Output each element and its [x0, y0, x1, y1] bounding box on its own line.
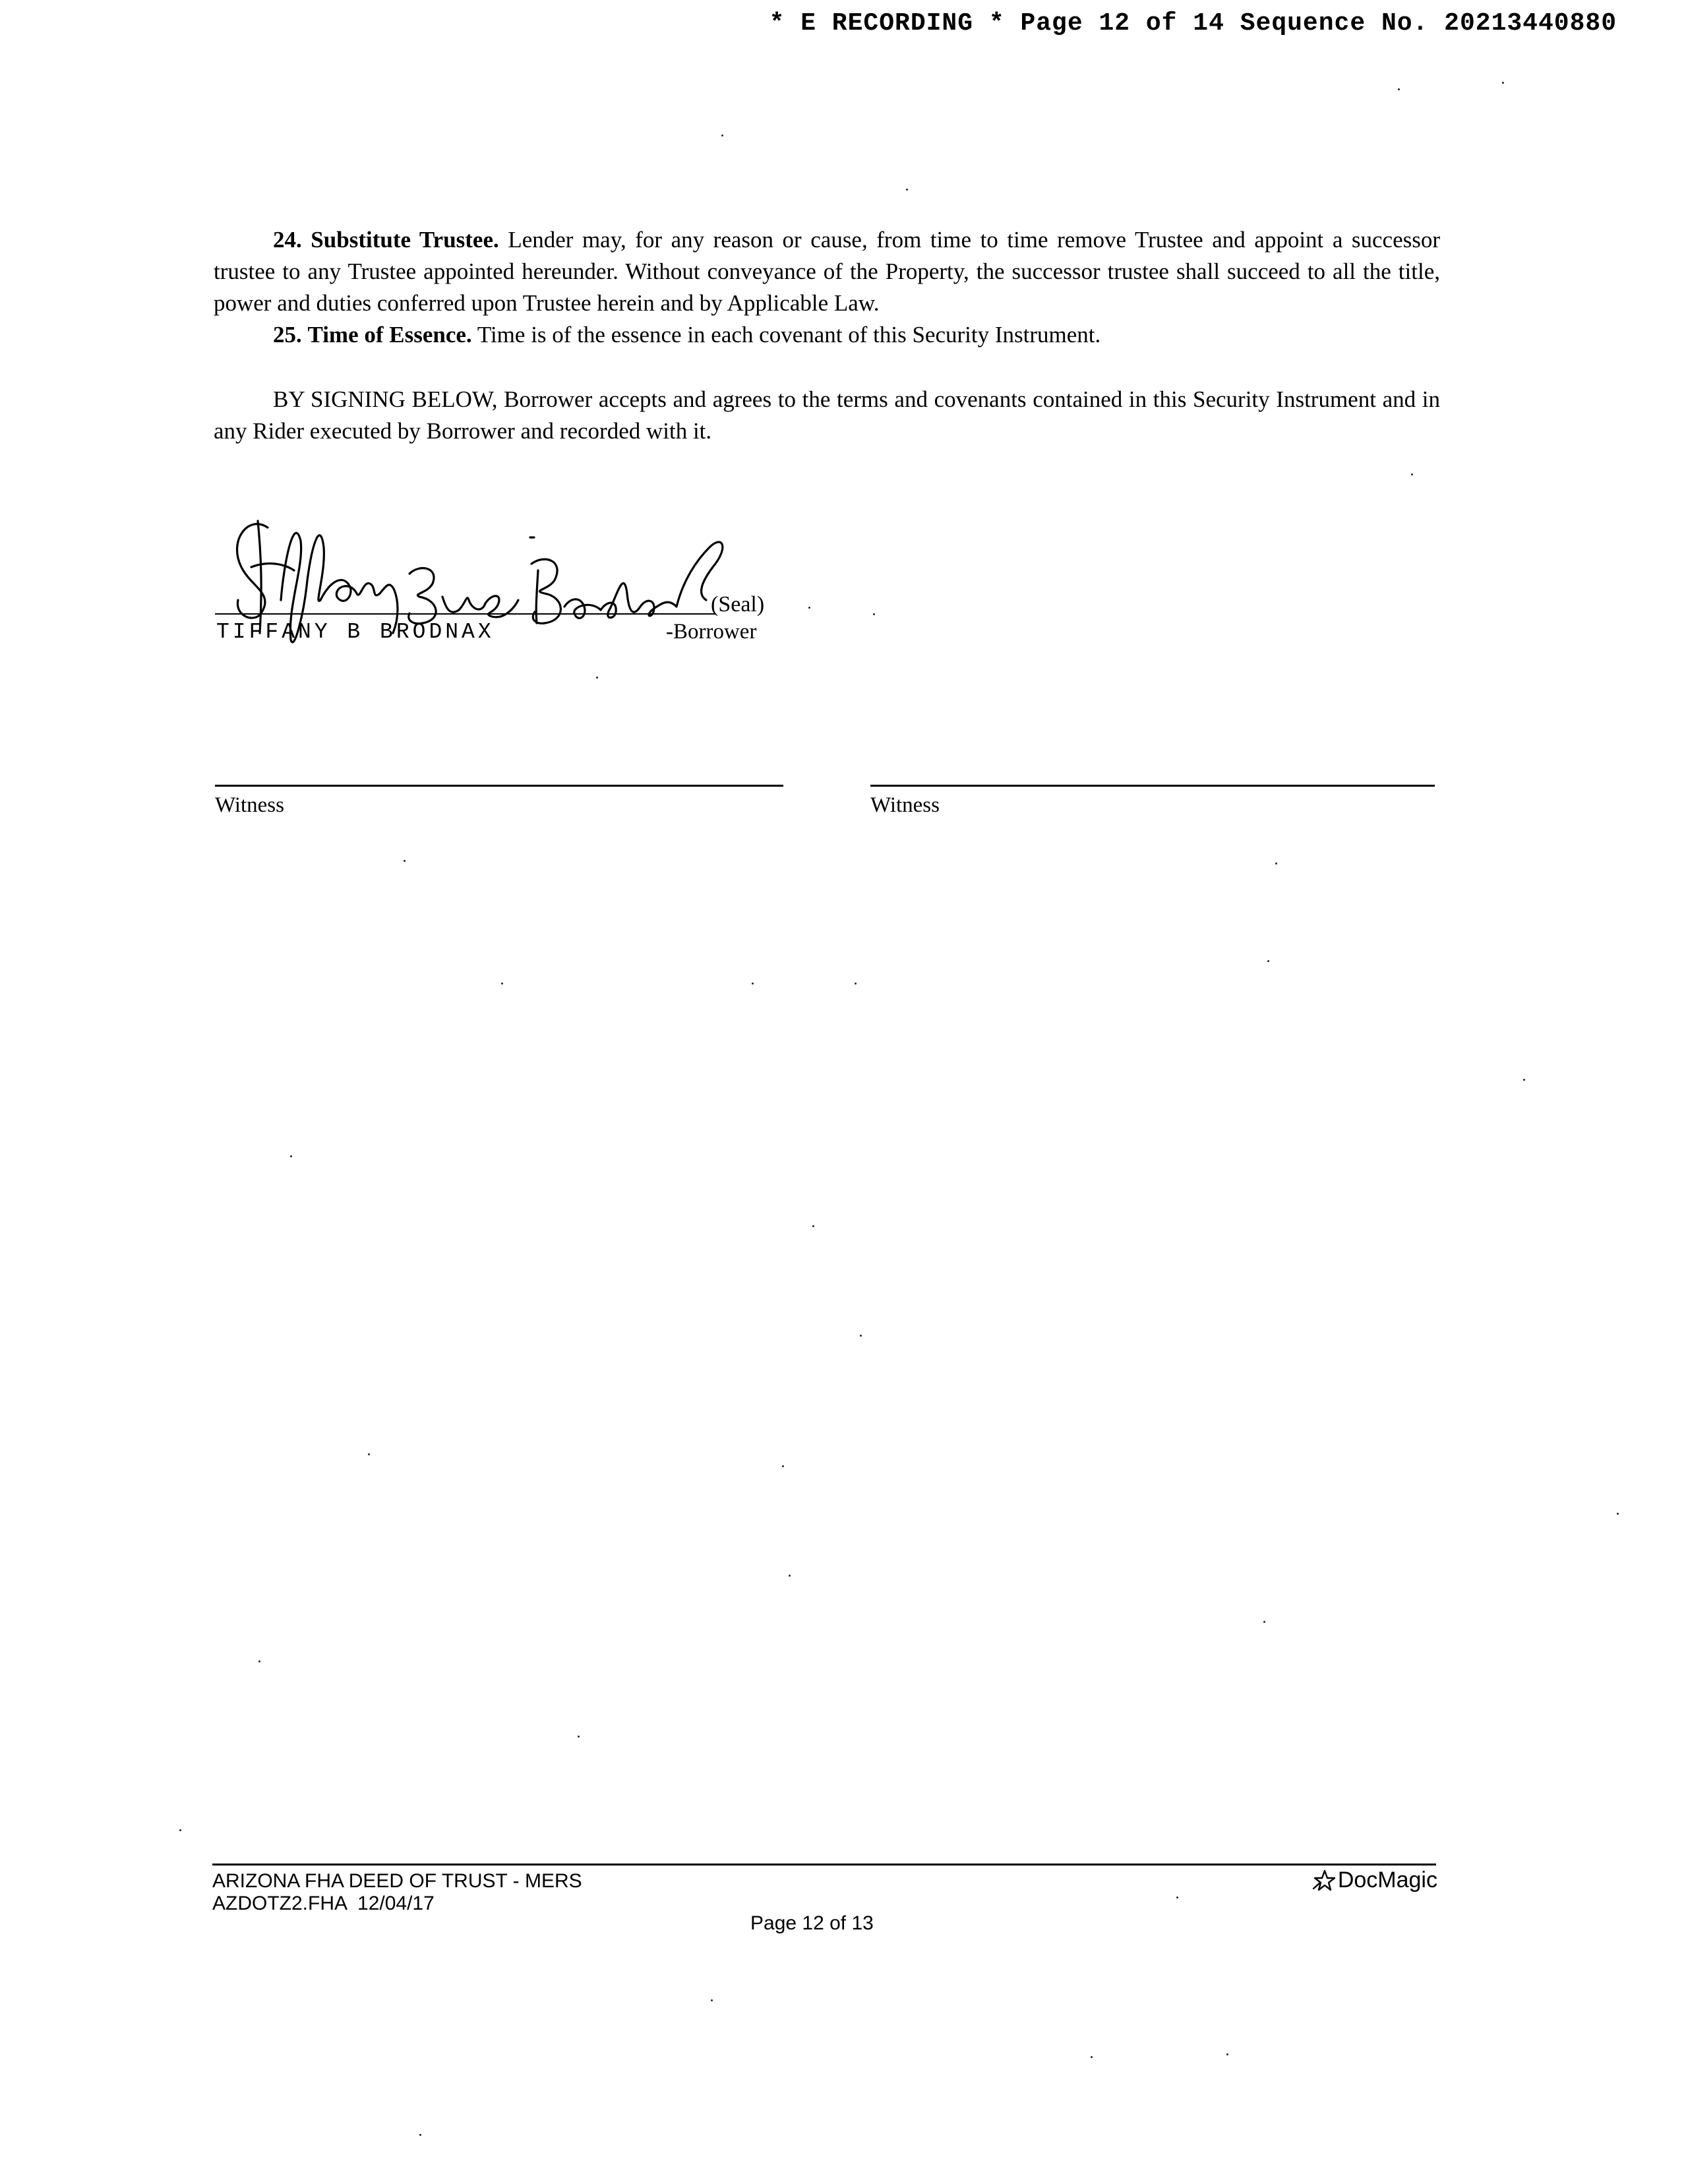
- scan-speck: [1617, 1513, 1619, 1515]
- witness-signature-line: [870, 785, 1435, 787]
- scan-speck: [501, 983, 503, 985]
- scan-speck: [860, 1335, 862, 1337]
- scan-speck: [812, 1225, 814, 1227]
- signing-statement-text: BY SIGNING BELOW, Borrower accepts and agrees to the terms and covenants contained in this Security Instrument and in any Rider executed by Borrower and recorded with it.: [214, 386, 1440, 444]
- scan-speck: [1523, 1079, 1525, 1081]
- witness-block-right: [870, 785, 1435, 818]
- footer-divider: [212, 1864, 1436, 1866]
- scan-speck: [419, 2134, 421, 2136]
- section-25-number: 25.: [273, 322, 302, 348]
- scan-speck: [808, 607, 810, 609]
- scan-speck: [179, 1829, 181, 1831]
- form-code: AZDOTZ2.FHA 12/04/17: [212, 1893, 435, 1914]
- witness-block-left: [215, 785, 783, 818]
- section-24-number: 24.: [273, 227, 302, 253]
- borrower-role-label: -Borrower: [666, 620, 757, 644]
- recording-header: * E RECORDING * Page 12 of 14 Sequence No. 20213440880: [769, 9, 1617, 38]
- scan-speck: [721, 135, 723, 136]
- docmagic-logo: [1311, 1867, 1437, 1893]
- scan-speck: [1176, 1896, 1178, 1898]
- scan-speck: [711, 1999, 713, 2001]
- scan-speck: [290, 1155, 292, 1157]
- scan-speck: [258, 1660, 260, 1662]
- scan-speck: [855, 983, 857, 985]
- scan-speck: [752, 983, 754, 985]
- scan-speck: [368, 1453, 370, 1455]
- scan-speck: [1263, 1621, 1265, 1623]
- scan-speck: [782, 1465, 784, 1467]
- scan-speck: [1411, 473, 1413, 475]
- scan-speck: [906, 189, 908, 191]
- scan-speck: [1226, 2053, 1228, 2055]
- borrower-signature-block: [215, 501, 782, 653]
- witness-signature-line: [215, 785, 783, 787]
- signature-line: [215, 613, 716, 615]
- section-25-text: Time is of the essence in each covenant of this Security Instrument.: [477, 322, 1101, 348]
- scan-speck: [1267, 960, 1269, 962]
- witness-label: Witness: [870, 793, 940, 817]
- section-25-title: Time of Essence.: [307, 322, 472, 348]
- signing-statement: [214, 384, 1440, 447]
- section-24-title: Substitute Trustee.: [311, 227, 499, 253]
- scan-speck: [873, 613, 875, 615]
- borrower-name: TIFFANY B BRODNAX: [216, 620, 495, 644]
- brand-name: DocMagic: [1337, 1867, 1437, 1893]
- section-24-paragraph: [214, 224, 1440, 319]
- scan-speck: [1091, 2056, 1093, 2058]
- form-info: [212, 1870, 582, 1915]
- scan-speck: [789, 1575, 791, 1577]
- form-title: ARIZONA FHA DEED OF TRUST - MERS: [212, 1870, 582, 1892]
- scan-speck: [1275, 863, 1277, 864]
- witness-label: Witness: [215, 793, 284, 817]
- scan-speck: [1502, 82, 1504, 84]
- scan-speck: [1398, 88, 1400, 90]
- seal-label: (Seal): [711, 592, 765, 617]
- page-number: Page 12 of 13: [750, 1912, 874, 1934]
- scan-speck: [404, 860, 406, 862]
- section-25-paragraph: [214, 319, 1440, 351]
- star-icon: [1311, 1869, 1335, 1893]
- scan-speck: [596, 677, 598, 679]
- section-24-text: Lender may, for any reason or cause, from time to time remove Trustee and appoint a successor trustee to any Trustee appointed hereunder. Without conveyance of the Property, the successor trustee shall succeed to all the title, power and duties conferred upon Trustee herein and by Applicable Law.: [214, 227, 1441, 316]
- scan-speck: [578, 1736, 580, 1738]
